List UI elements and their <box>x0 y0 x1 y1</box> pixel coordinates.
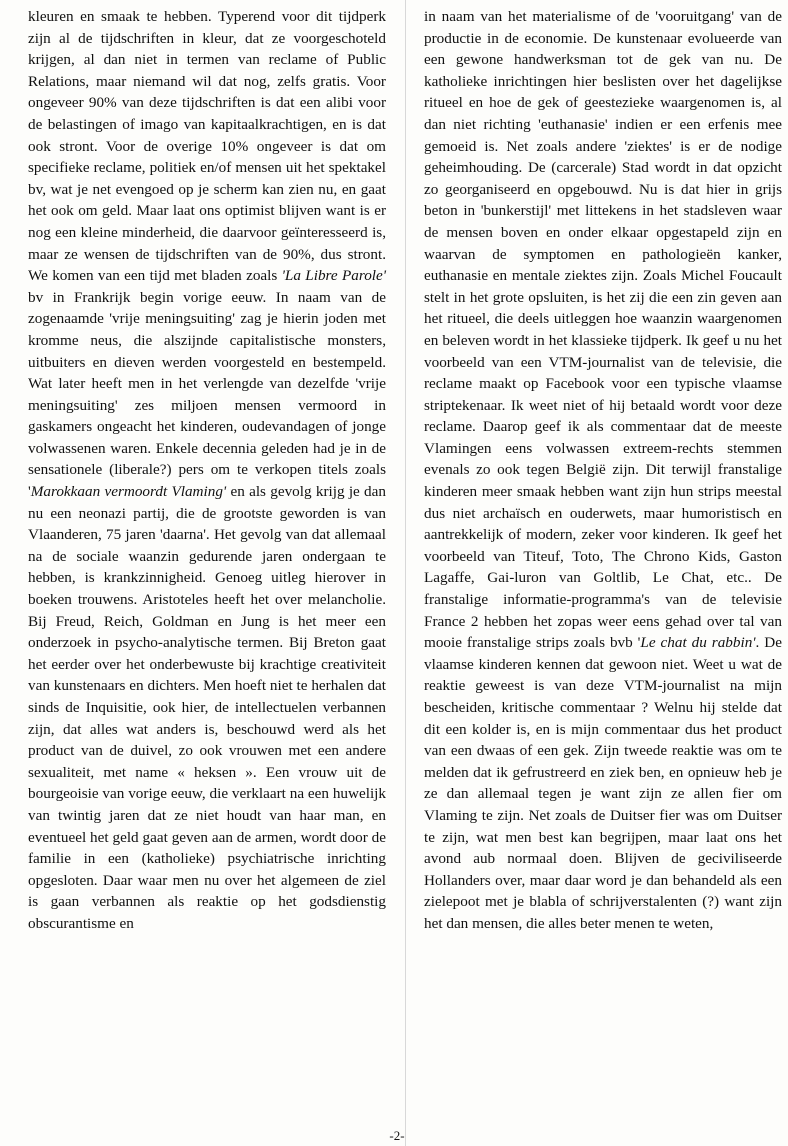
left-italic-title-2: Marokkaan vermoordt Vlaming' <box>30 483 227 501</box>
right-italic-title-1: Le chat du rabbin' <box>640 634 756 652</box>
left-column <box>28 6 386 935</box>
right-column <box>424 6 782 935</box>
column-divider <box>405 0 406 1146</box>
left-text-3: en als gevolg krijg je dan nu een neonazi partij, die de grootste geworden is van Vlaanderen, 75 jaren 'daarna'. Het gevolg van dat allemaal na de sociale waanzin gedurende jaren ondergaan te hebben, is krankzinnigheid. Genoeg uitleg hierover in boeken trouwens. Aristoteles heeft het over melancholie. Bij Freud, Reich, Goldman en Jung is het meer een onderzoek in psycho-analytische termen. Bij Breton gaat het eerder over het onderbewuste bij krachtige creativiteit van kunstenaars en dichters. Men hoeft niet te herhalen dat sinds de Inquisitie, ook hier, de intellectuelen verbannen zijn, dat alles wat anders is, beschouwd werd als het product van de duivel, zo ook vrouwen met een andere sexualiteit, met name « heksen ». Een vrouw uit de bourgeoisie van vorige eeuw, die verklaart na een huwelijk van twintig jaren dat ze niet houdt van haar man, en eventueel het geld gaat geven aan de armen, wordt door de familie in een (katholieke) psychiatrische inrichting opgesloten. Daar waar men nu over het algemeen de ziel is gaan verbannen als reaktie op het godsdienstig obscurantisme en <box>28 483 386 932</box>
page-number: -2- <box>389 1128 405 1143</box>
left-italic-title-1: 'La Libre Parole' <box>281 267 386 285</box>
right-text-2: . De vlaamse kinderen kennen dat gewoon niet. Weet u wat de reaktie geweest is van deze VTM-journalist na mijn bescheiden, kritische commentaar ? Welnu hij stelde dat dit een kolder is, en is mijn commentaar dus het product van een dwaas of een gek. Zijn tweede reaktie was om te melden dat ik gefrustreerd en ziek ben, en opnieuw heb je ze dan allemaal tegen je want zijn ze allen fier om Vlaming te zijn. Net zoals de Duitser fier was om Duitser te zijn, wat men best kan begrijpen, maar laat ons het avond aub normaal doen. Blijven de geciviliseerde Hollanders over, maar daar word je dan behandeld als een zielepoot met je blabla of schrijverstalenten (?) want zijn het dan mensen, die alles beter menen te weten, <box>424 634 782 932</box>
left-text-2: bv in Frankrijk begin vorige eeuw. In naam van de zogenaamde 'vrije meningsuiting' zag je hierin joden met kromme neus, die alszijnde capitalistische monsters, uitbuiters en dieven werden voorgesteld en bestempeld. Wat later heeft men in het verlengde van dezelfde 'vrije meningsuiting' zes miljoen mensen vermoord in gaskamers ongeacht het kinderen, oudevandagen of jonge volwassenen waren. Enkele decennia geleden had je in de sensationele (liberale?) pers om te verkopen titels zoals ' <box>28 288 386 501</box>
right-paragraph <box>424 6 782 935</box>
left-text-1: kleuren en smaak te hebben. Typerend voor dit tijdperk zijn al de tijdschriften in kleur, dat ze voorgeschoteld krijgen, al dan niet in termen van reclame of Public Relations, maar niemand wil dat nog, zelfs gratis. Voor ongeveer 90% van deze tijdschriften is dat een alibi voor de belastingen of imago van kapitaalkrachtigen, en is dat ook stront. Voor de overige 10% ongeveer is dat om specifieke reclame, politiek en/of mensen uit het spektakel bv, wat je net evengoed op je scherm kan zien nu, en gaat het ook om geld. Maar laat ons optimist blijven want is er nog een kleine minderheid, die daarvoor geïnteresseerd is, maar ze wensen de tijdschriften van de 90%, dus stront. We komen van een tijd met bladen zoals <box>28 8 386 285</box>
left-paragraph <box>28 6 386 935</box>
right-text-1: in naam van het materialisme of de 'vooruitgang' van de productie in de economie. De kunstenaar evolueerde van een gewone handwerksman tot de gek van nu. De katholieke inrichtingen hier beslisten over het dagelijkse ritueel en hoe de gek of geestezieke waargenomen is, al dan niet richting 'euthanasie' indien er een erfenis mee gemoeid is. Net zoals andere 'ziektes' is er de nodige geheimhouding. De (carcerale) Stad wordt in dat opzicht zo georganiseerd en opgebouwd. Nu is dat hier in grijs beton in 'bunkerstijl' met littekens in het stadsleven waar de mensen boven en onder elkaar opgestapeld zijn en waarvan de symptomen en pathologieën kanker, euthanasie en mentale ziektes zijn. Zoals Michel Foucault stelt in het grote opsluiten, is het zij die een zin geven aan het ritueel, die deels uitleggen hoe waanzin waargenomen en beleven wordt in het klassieke tijdperk. Ik geef u nu het voorbeeld van een VTM-journalist van de televisie, die reclame maakt op Facebook voor een typische vlaamse striptekenaar. Ik weet niet of hij betaald wordt voor deze reclame. Daarop geef ik als commentaar dat de meeste Vlamingen eens volwassen extreem-rechts stemmen evenals zo ook tegen België zijn. Dit terwijl franstalige kinderen meer smaak hebben want zijn hun strips meestal dus niet archaïsch en ouderwets, maar humoristisch en aantrekkelijk of modern, zeker voor kinderen. Ik geef het voorbeeld van Titeuf, Toto, The Chrono Kids, Gaston Lagaffe, Gai-luron van Goltlib, Le Chat, etc.. De franstalige informatie-programma's van de televisie France 2 hebben het zopas weer eens gehad over tal van mooie franstalige strips zoals bvb ' <box>424 8 782 652</box>
